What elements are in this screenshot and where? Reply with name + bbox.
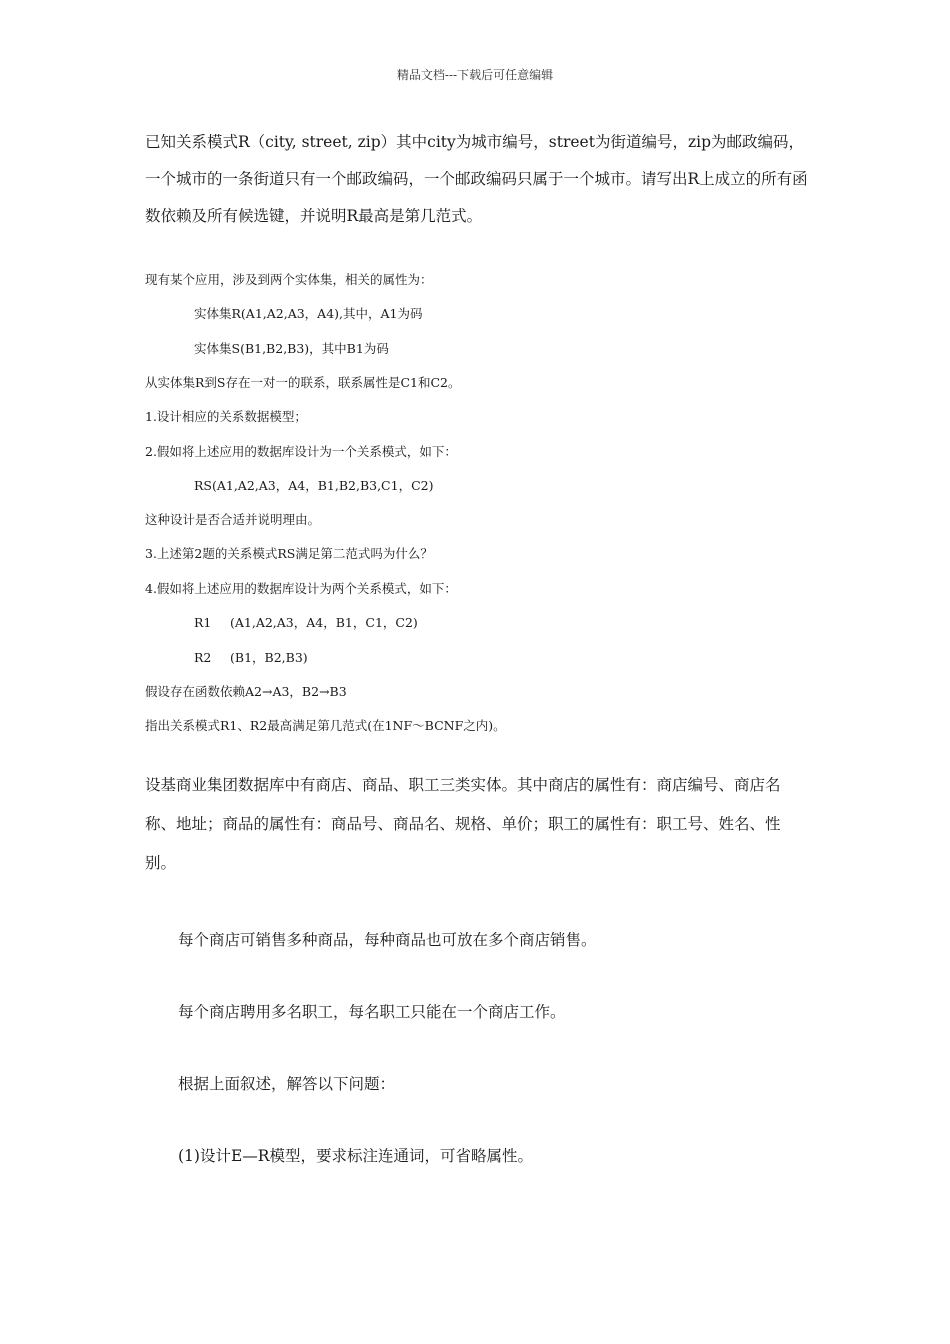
q2-item-2-followup: 这种设计是否合适并说明理由。 xyxy=(145,512,321,527)
q2-intro: 现有某个应用，涉及到两个实体集，相关的属性为： xyxy=(145,272,433,287)
question-1-text: 已知关系模式R（city, street, zip）其中city为城市编号，street为街道编号，zip为邮政编码，一个城市的一条街道只有一个邮政编码，一个邮政编码只属于一个城市。请写出R上成立的所有函数依赖及所有候选键，并说明R最高是第几范式。 xyxy=(145,133,808,225)
r1-attributes: (A1,A2,A3，A4，B1，C1，C2) xyxy=(230,615,418,630)
q3-line-1: 每个商店可销售多种商品，每种商品也可放在多个商店销售。 xyxy=(178,931,597,949)
q2-relation: 从实体集R到S存在一对一的联系，联系属性是C1和C2。 xyxy=(145,375,461,390)
q2-functional-dependency: 假设存在函数依赖A2→A3，B2→B3 xyxy=(145,684,347,699)
q3-line-2: 每个商店聘用多名职工，每名职工只能在一个商店工作。 xyxy=(178,1003,566,1021)
question-3-intro: 设基商业集团数据库中有商店、商品、职工三类实体。其中商店的属性有：商店编号、商店名称、地址；商品的属性有：商品号、商品名、规格、单价；职工的属性有：职工号、姓名、性别。 xyxy=(145,776,781,872)
q2-entity-s: 实体集S(B1,B2,B3)，其中B1为码 xyxy=(194,341,389,356)
q2-item-1: 1.设计相应的关系数据模型； xyxy=(145,409,307,424)
r1-name: R1 xyxy=(194,615,212,630)
q2-item-2: 2.假如将上述应用的数据库设计为一个关系模式，如下： xyxy=(145,444,457,459)
q2-item-3: 3.上述第2题的关系模式RS满足第二范式吗为什么？ xyxy=(145,546,433,561)
r2-name: R2 xyxy=(194,650,212,665)
q2-r1-schema xyxy=(194,614,418,632)
r2-attributes: (B1，B2,B3) xyxy=(230,650,308,665)
q2-last: 指出关系模式R1、R2最高满足第几范式(在1NF～BCNF之内)。 xyxy=(145,718,506,733)
q2-rs-schema: RS(A1,A2,A3，A4，B1,B2,B3,C1，C2) xyxy=(194,478,434,493)
q2-item-4: 4.假如将上述应用的数据库设计为两个关系模式，如下： xyxy=(145,581,457,596)
q2-r2-schema xyxy=(194,649,308,667)
q3-line-4: (1)设计E—R模型，要求标注连通词，可省略属性。 xyxy=(178,1147,533,1165)
q3-line-3: 根据上面叙述，解答以下问题： xyxy=(178,1075,396,1093)
q2-entity-r: 实体集R(A1,A2,A3，A4),其中，A1为码 xyxy=(194,306,423,321)
page-header: 精品文档---下载后可任意编辑 xyxy=(396,68,554,82)
